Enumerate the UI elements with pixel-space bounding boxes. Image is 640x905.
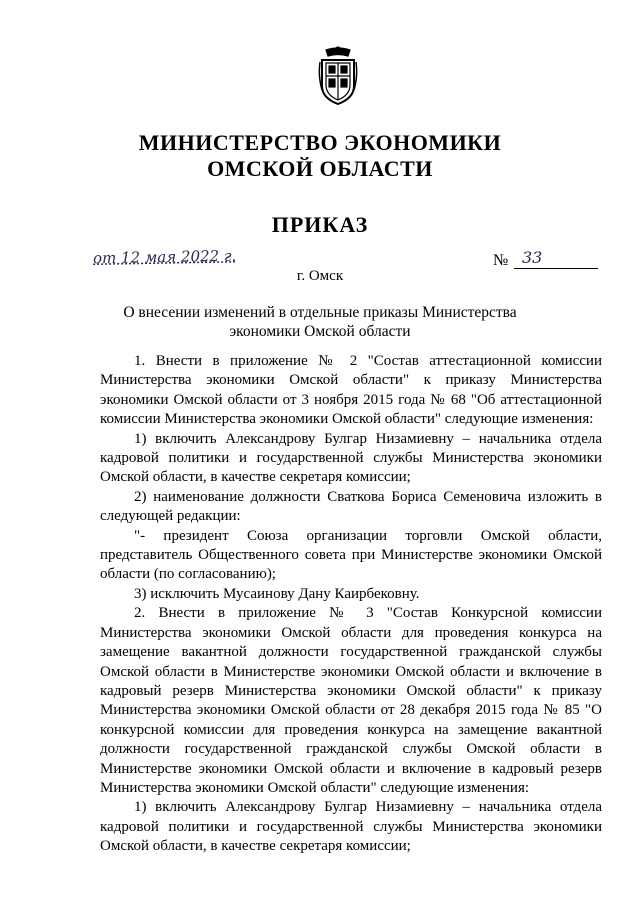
ministry-title-line1: МИНИСТЕРСТВО ЭКОНОМИКИ	[138, 130, 502, 155]
subject-line2: экономики Омской области	[229, 323, 411, 340]
document-type-title: ПРИКАЗ	[271, 212, 369, 237]
body-paragraph-3: 2) наименование должности Сваткова Бориса Семеновича изложить в следующей редакции:	[100, 488, 602, 525]
body-paragraph-4: "- президент Союза организации торговли Омской области, представитель Общественного совета при Министерстве экономики Омской области (по согласованию);	[100, 527, 602, 583]
coat-of-arms-icon	[318, 46, 358, 106]
handwritten-number: 33	[522, 248, 543, 267]
handwritten-date: от 12 мая 2022 г.	[92, 246, 237, 268]
body-paragraph-6: 2. Внести в приложение № 3 "Состав Конкурсной комиссии Министерства экономики Омской области для проведения конкурса на замещение вакантной должности государственной гражданской службы Омской области в Министерстве экономики Омской области и включение в кадровый резерв Министерства экономики Омской области" к приказу Министерства экономики Омской области от 28 декабря 2015 года № 85 "О конкурсной комиссии для проведения конкурса на замещение вакантной должности государственной гражданской службы Омской области в Министерстве экономики Омской области и включение в кадровый резерв Министерства экономики Омской области" следующие изменения:	[100, 605, 602, 796]
city-label: г. Омск	[296, 268, 344, 284]
body-paragraph-5: 3) исключить Мусаинову Дану Каирбековну.	[134, 585, 420, 602]
number-label: №	[493, 252, 509, 269]
body-paragraph-1: 1. Внести в приложение № 2 "Состав аттестационной комиссии Министерства экономики Омской области" к приказу Министерства экономики Омской области от 3 ноября 2015 года № 68 "Об аттестационной комиссии Министерства экономики Омской области" следующие изменения:	[100, 353, 602, 428]
order-body	[100, 352, 602, 857]
body-paragraph-7: 1) включить Александрову Булгар Низамиевну – начальника отдела кадровой политики и государственной службы Министерства экономики Омской области, в качестве секретаря комиссии;	[100, 799, 602, 855]
subject-line1: О внесении изменений в отдельные приказы Министерства	[123, 304, 517, 321]
body-paragraph-2: 1) включить Александрову Булгар Низамиевну – начальника отдела кадровой политики и государственной службы Министерства экономики Омской области, в качестве секретаря комиссии;	[100, 430, 602, 486]
ministry-title-line2: ОМСКОЙ ОБЛАСТИ	[207, 156, 433, 181]
